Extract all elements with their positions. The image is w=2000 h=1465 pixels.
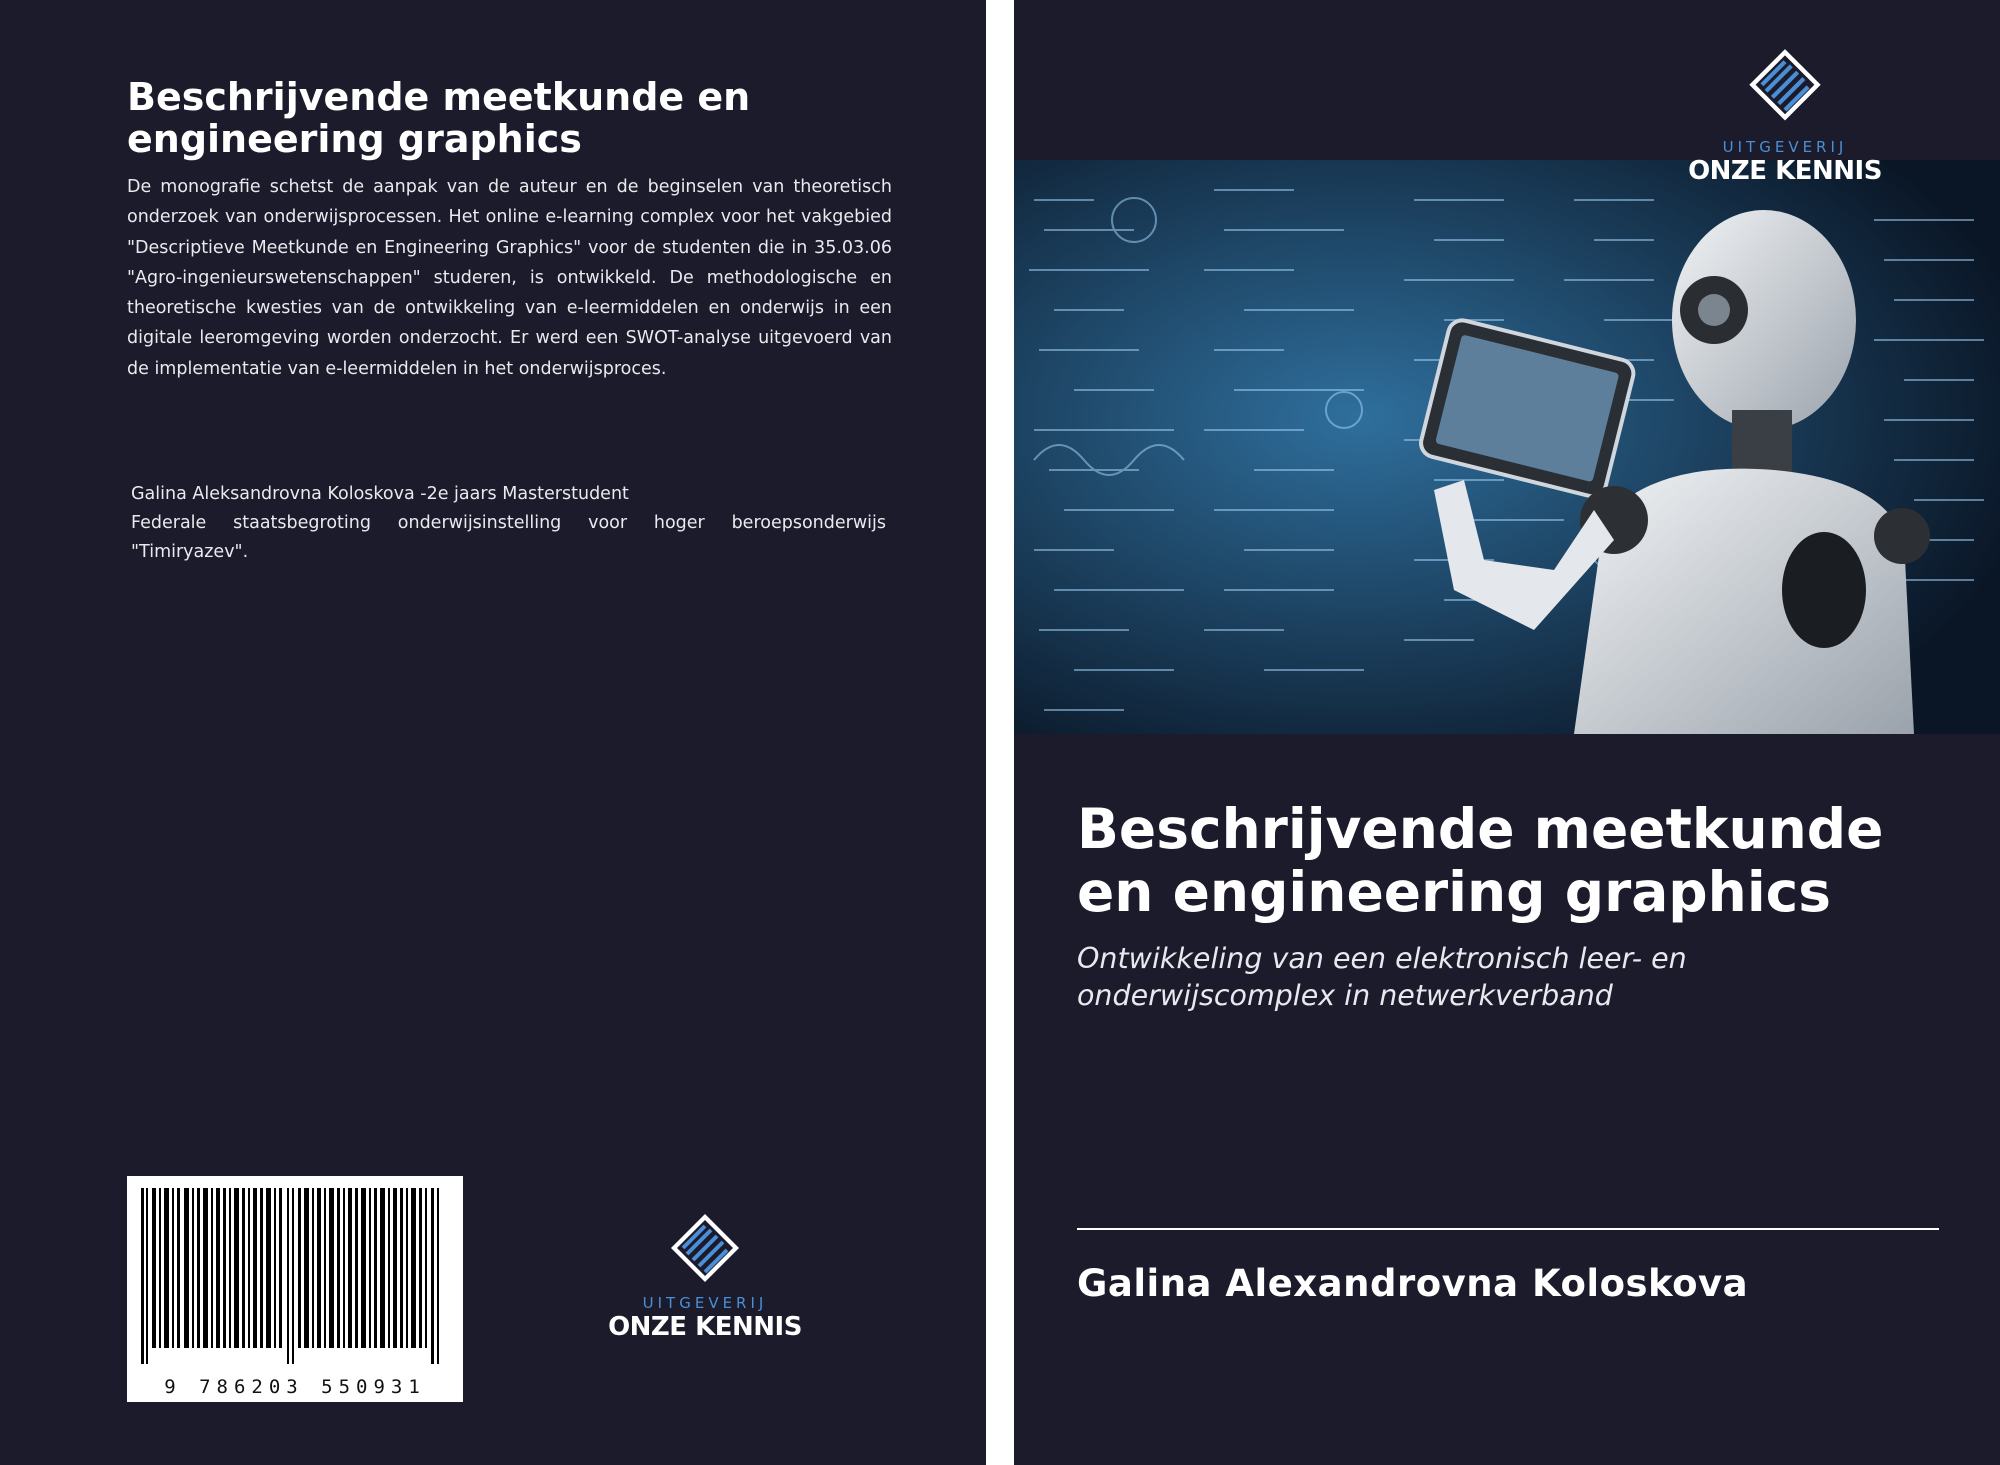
barcode-icon	[137, 1188, 453, 1364]
front-cover-title: Beschrijvende meetkunde en engineering graphics	[1077, 797, 1884, 924]
publisher-logo-front	[1680, 44, 1890, 186]
publisher-logo-back	[590, 1210, 820, 1342]
back-cover	[0, 0, 986, 1465]
author-institution-line: Federale staatsbegroting onderwijsinstelling voor hoger beroepsonderwijs "Timiryazev".	[131, 513, 886, 562]
spine	[986, 0, 1014, 1465]
cover-image	[1014, 160, 2000, 734]
divider	[1077, 1228, 1939, 1230]
front-cover-subtitle: Ontwikkeling van een elektronisch leer- en onderwijscomplex in netwerkverband	[1077, 942, 1687, 1012]
publisher-name: ONZE KENNIS	[1688, 156, 1882, 186]
publisher-small-label: UITGEVERIJ	[1722, 138, 1848, 156]
front-cover-author: Galina Alexandrovna Koloskova	[1077, 1262, 1749, 1305]
back-cover-title: Beschrijvende meetkunde en engineering graphics	[127, 75, 751, 161]
isbn-barcode	[127, 1176, 463, 1402]
author-bio	[131, 480, 886, 567]
author-bio-line: Galina Aleksandrovna Koloskova -2e jaars Masterstudent	[131, 484, 629, 504]
publisher-name: ONZE KENNIS	[608, 1312, 802, 1342]
robot-with-tablet-and-formulas-image	[1014, 160, 2000, 734]
barcode-digits: 9 786203 550931	[164, 1376, 426, 1398]
book-stack-icon	[1743, 44, 1827, 134]
back-cover-blurb: De monografie schetst de aanpak van de auteur en de beginselen van theoretisch onderzoek van onderwijsprocessen. Het online e-learning complex voor het vakgebied "Descriptieve Meetkunde en Engineering Graphics" voor de studenten die in 35.03.06 "Agro-ingenieurswetenschappen" studeren, is ontwikkeld. De methodologische en theoretische kwesties van de ontwikkeling van e-leermiddelen en onderwijs in een digitale leeromgeving worden onderzocht. Er werd een SWOT-analyse uitgevoerd van de implementatie van e-leermiddelen in het onderwijsproces.	[127, 177, 892, 379]
publisher-small-label: UITGEVERIJ	[642, 1294, 768, 1312]
book-stack-icon	[665, 1210, 745, 1290]
